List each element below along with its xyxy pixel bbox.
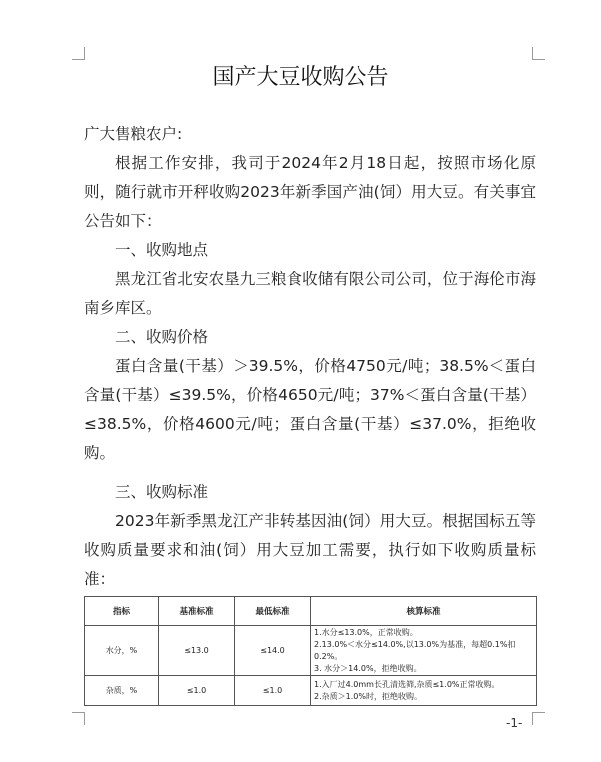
table-row	[85, 676, 537, 706]
indicator-cell: 杂质，%	[85, 676, 159, 706]
page-corner-mark-top-left	[72, 47, 85, 60]
min-standard-cell: ≤14.0	[235, 626, 311, 676]
rule-line: 1.入厂过4.0mm长孔清选筛,杂质≤1.0%正常收购。	[314, 679, 500, 689]
section-heading-price: 二、收购价格	[115, 328, 209, 346]
page-corner-mark-bottom-right	[532, 712, 545, 725]
quality-standard-table	[84, 596, 537, 706]
table-header-cell: 核算标准	[311, 597, 537, 626]
rule-line: 2.杂质＞1.0%时，拒绝收购。	[314, 691, 422, 701]
rule-line: 3. 水分＞14.0%，拒绝收购。	[314, 663, 422, 673]
section-heading-location: 一、收购地点	[115, 241, 209, 259]
indicator-cell: 水分，%	[85, 626, 159, 676]
table-header-cell: 基准标准	[159, 597, 235, 626]
table-header-cell: 最低标准	[235, 597, 311, 626]
section-body-price: 蛋白含量(干基）＞39.5%，价格4750元/吨；38.5%＜蛋白含量(干基）≤39.5%，价格4650元/吨；37%＜蛋白含量(干基）≤38.5%，价格4600元/吨；蛋白含量(干基）≤37.0%，拒绝收购。	[84, 357, 536, 462]
intro-paragraph: 根据工作安排，我司于2024年2月18日起，按照市场化原则，随行就市开秤收购2023年新季国产油(饲）用大豆。有关事宜公告如下：	[84, 154, 536, 230]
rule-line: 1.水分≤13.0%，正常收购。	[314, 627, 418, 637]
section-body-location: 黑龙江省北安农垦九三粮食收储有限公司公司，位于海伦市海南乡库区。	[84, 270, 536, 317]
page-corner-mark-top-right	[532, 47, 545, 60]
salutation: 广大售粮农户:	[84, 125, 183, 143]
table-header-cell: 指标	[85, 597, 159, 626]
page-title: 国产大豆收购公告	[212, 65, 389, 90]
min-standard-cell: ≤1.0	[235, 676, 311, 706]
section-body-standard: 2023年新季黑龙江产非转基因油(饲）用大豆。根据国标五等收购质量要求和油(饲）用大豆加工需要，执行如下收购质量标准：	[84, 512, 536, 588]
base-standard-cell: ≤1.0	[159, 676, 235, 706]
base-standard-cell: ≤13.0	[159, 626, 235, 676]
table-row	[85, 626, 537, 676]
page-corner-mark-bottom-left	[72, 712, 85, 725]
section-heading-standard: 三、收购标准	[115, 483, 209, 501]
rule-cell	[311, 676, 537, 706]
page-number: -1-	[506, 716, 523, 730]
table-header-row	[85, 597, 537, 626]
rule-line: 2.13.0%＜水分≤14.0%,以13.0%为基准，每超0.1%扣0.2%。	[314, 639, 516, 661]
rule-cell	[311, 626, 537, 676]
